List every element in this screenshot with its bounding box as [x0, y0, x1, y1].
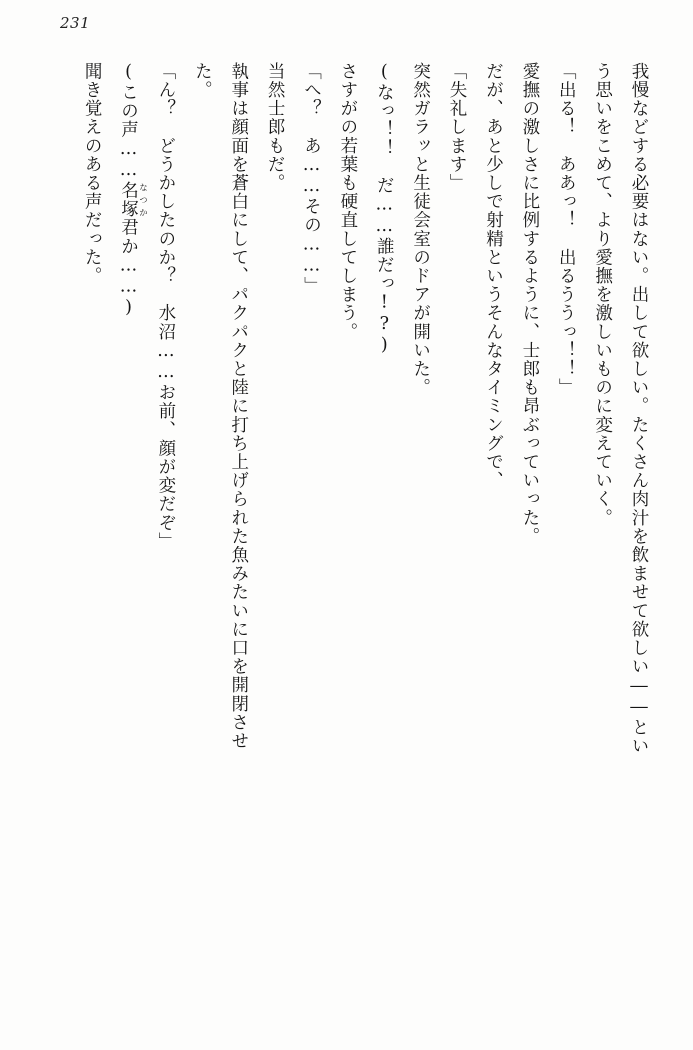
text-line: だが、あと少しで射精というそんなタイミングで、 — [483, 62, 504, 490]
text-line: 「ん？ どうかしたのか？ 水沼……お前、顔が変だぞ」 — [155, 62, 176, 551]
text-line: (この声……名塚 なつか君か……) — [118, 62, 148, 319]
ruby-annotation: 名塚 なつか — [118, 181, 148, 219]
text-line: 突然ガラッと生徒会室のドアが開いた。 — [410, 62, 431, 397]
text-line: 聞き覚えのある声だった。 — [82, 62, 103, 286]
text-line: 我慢などする必要はない。出して欲しい。たくさん肉汁を飲ませて欲しい――とい — [629, 62, 649, 756]
page-body-text — [38, 62, 657, 1010]
text-line: 当然士郎もだ。 — [265, 62, 286, 193]
page-number: 231 — [60, 14, 91, 32]
text-line: 「へ？ あ……その……」 — [301, 62, 322, 296]
text-line: 執事は顔面を蒼白にして、パクパクと陸に打ち上げられた魚みたいに口を開閉させ — [228, 62, 249, 751]
text-line: (なっ！！ だ……誰だっ!?) — [374, 62, 395, 356]
text-line: さすがの若葉も硬直してしまう。 — [337, 62, 358, 341]
text-line: 愛撫の激しさに比例するように、士郎も昂ぶっていった。 — [519, 62, 540, 546]
text-line: う思いをこめて、より愛撫を激しいものに変えていく。 — [592, 62, 613, 527]
text-line: 「出る！ ああっ！ 出るううっ！！」 — [556, 62, 577, 397]
text-line: 「失礼します」 — [447, 62, 468, 193]
text-line: た。 — [192, 62, 213, 100]
